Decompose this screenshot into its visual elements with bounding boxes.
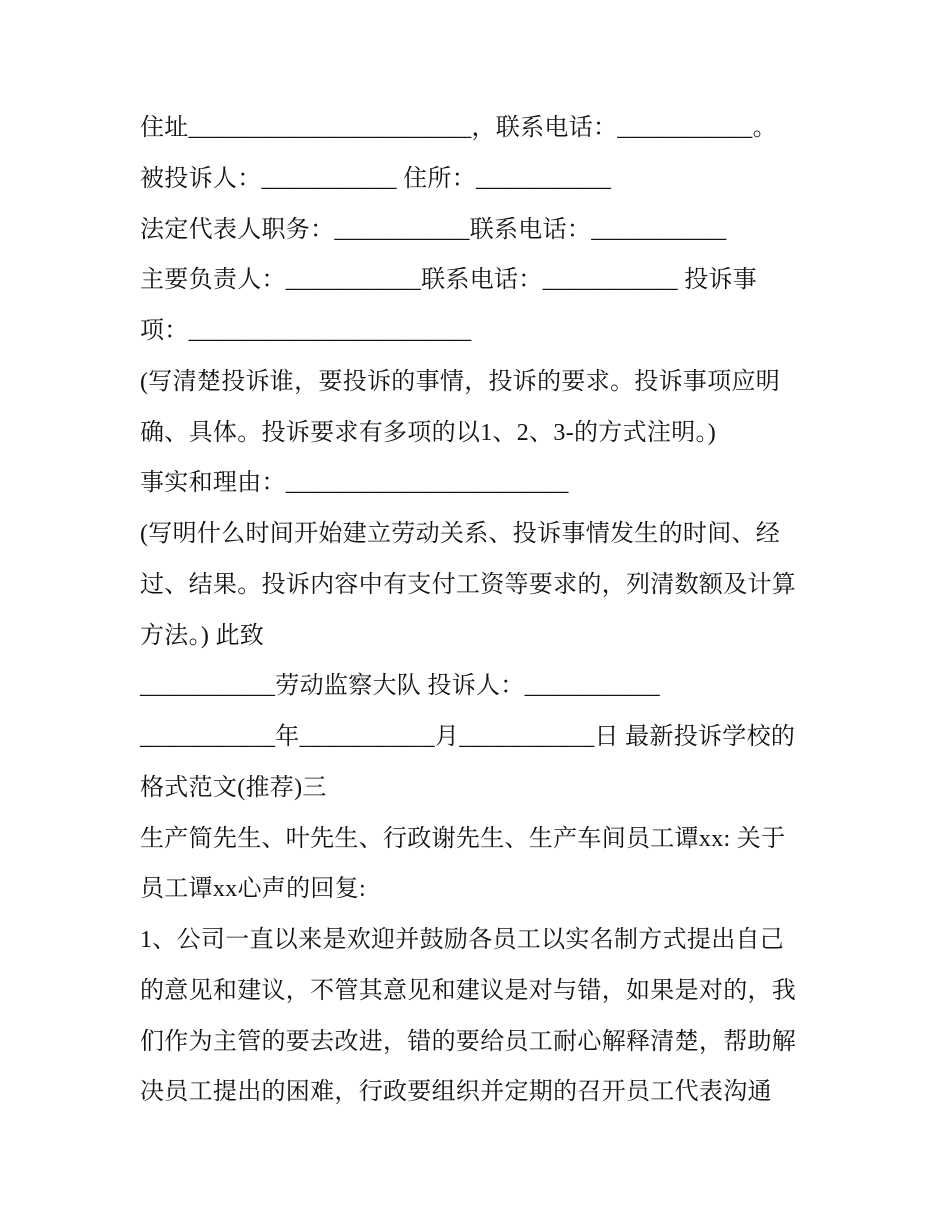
text-line: 被投诉人：___________ 住所：___________ — [140, 165, 612, 192]
text-line: 过、结果。投诉内容中有支付工资等要求的，列清数额及计算 — [140, 571, 797, 598]
document-page — [140, 103, 840, 1118]
text-line: 员工谭xx心声的回复: — [140, 876, 366, 903]
text-line: 法定代表人职务：___________联系电话：___________ — [140, 216, 727, 243]
text-line: (写明什么时间开始建立劳动关系、投诉事情发生的时间、经 — [140, 521, 781, 547]
text-line: 1、公司一直以来是欢迎并鼓励各员工以实名制方式提出自己 — [140, 927, 785, 953]
text-line: 决员工提出的困难，行政要组织并定期的召开员工代表沟通 — [140, 1079, 772, 1106]
text-line: 项：_______________________ — [140, 318, 472, 344]
text-line: (写清楚投诉谁，要投诉的事情，投诉的要求。投诉事项应明 — [140, 368, 781, 395]
text-line: 的意见和建议，不管其意见和建议是对与错，如果是对的，我 — [140, 977, 797, 1004]
text-line: 主要负责人：___________联系电话：___________ 投诉事 — [140, 267, 758, 294]
text-line: 确、具体。投诉要求有多项的以1、2、3-的方式注明。) — [140, 419, 717, 446]
section-heading: 格式范文(推荐)三 — [140, 774, 327, 801]
text-line: 方法。) 此致 — [140, 622, 265, 649]
text-line: 们作为主管的要去改进，错的要给员工耐心解释清楚，帮助解 — [140, 1028, 797, 1055]
text-line: ___________劳动监察大队 投诉人：___________ — [140, 673, 660, 700]
text-line: 住址_______________________，联系电话：___________。 — [140, 115, 777, 141]
text-line: ___________年___________月___________日 最新投诉学校的 — [140, 724, 796, 750]
text-line: 事实和理由：_______________________ — [140, 470, 569, 497]
text-line: 生产简先生、叶先生、行政谢先生、生产车间员工谭xx: 关于 — [140, 825, 786, 852]
